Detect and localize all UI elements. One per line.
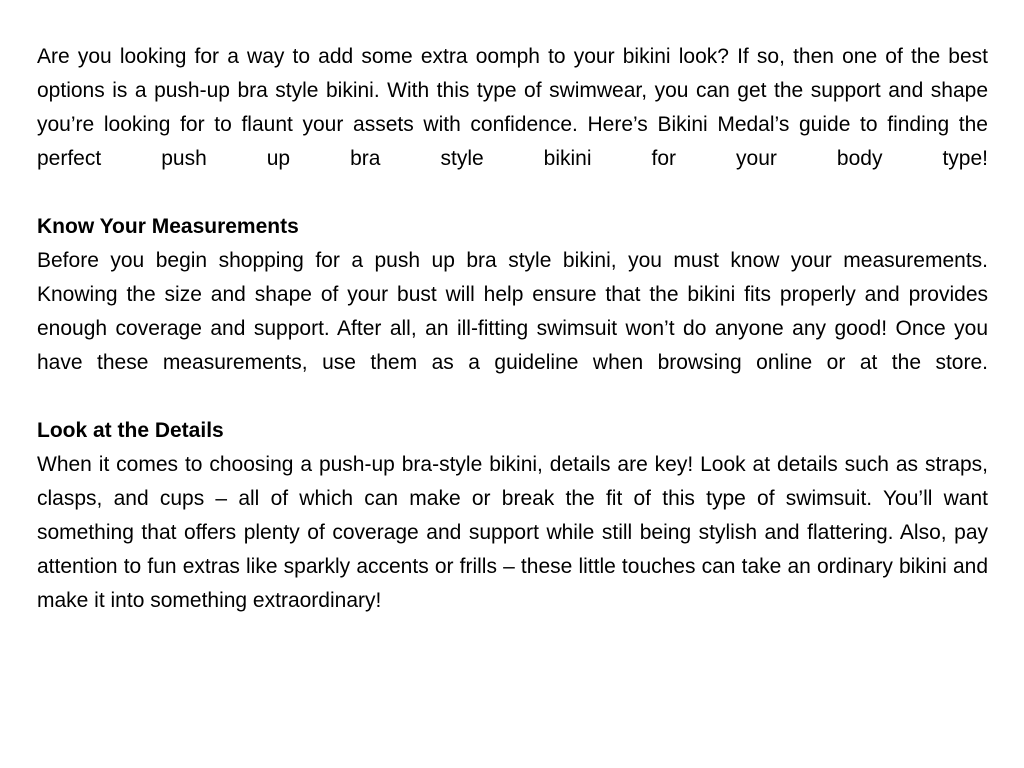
document-page [37, 40, 988, 652]
section-heading: Know Your Measurements [37, 215, 299, 238]
section-look-at-the-details [37, 414, 988, 618]
section-body: Before you begin shopping for a push up bra style bikini, you must know your measurements. Knowing the size and shape of your bust will help ensure that the bikini fits properly and provides enough coverage and support. After all, an ill-fitting swimsuit won’t do anyone any good! Once you have these measurements, use them as a guideline when browsing online or at the store. [37, 249, 988, 374]
section-body: When it comes to choosing a push-up bra-style bikini, details are key! Look at details such as straps, clasps, and cups – all of which can make or break the fit of this type of swimsuit. You’ll want something that offers plenty of coverage and support while still being stylish and flattering. Also, pay attention to fun extras like sparkly accents or frills – these little touches can take an ordinary bikini and make it into something extraordinary! [37, 453, 988, 612]
section-heading: Look at the Details [37, 419, 224, 442]
intro-paragraph: Are you looking for a way to add some extra oomph to your bikini look? If so, then one of the best options is a push-up bra style bikini. With this type of swimwear, you can get the support and shape you’re looking for to flaunt your assets with confidence. Here’s Bikini Medal’s guide to finding the perfect push up bra style bikini for your body type! [37, 45, 988, 170]
section-know-your-measurements [37, 210, 988, 380]
